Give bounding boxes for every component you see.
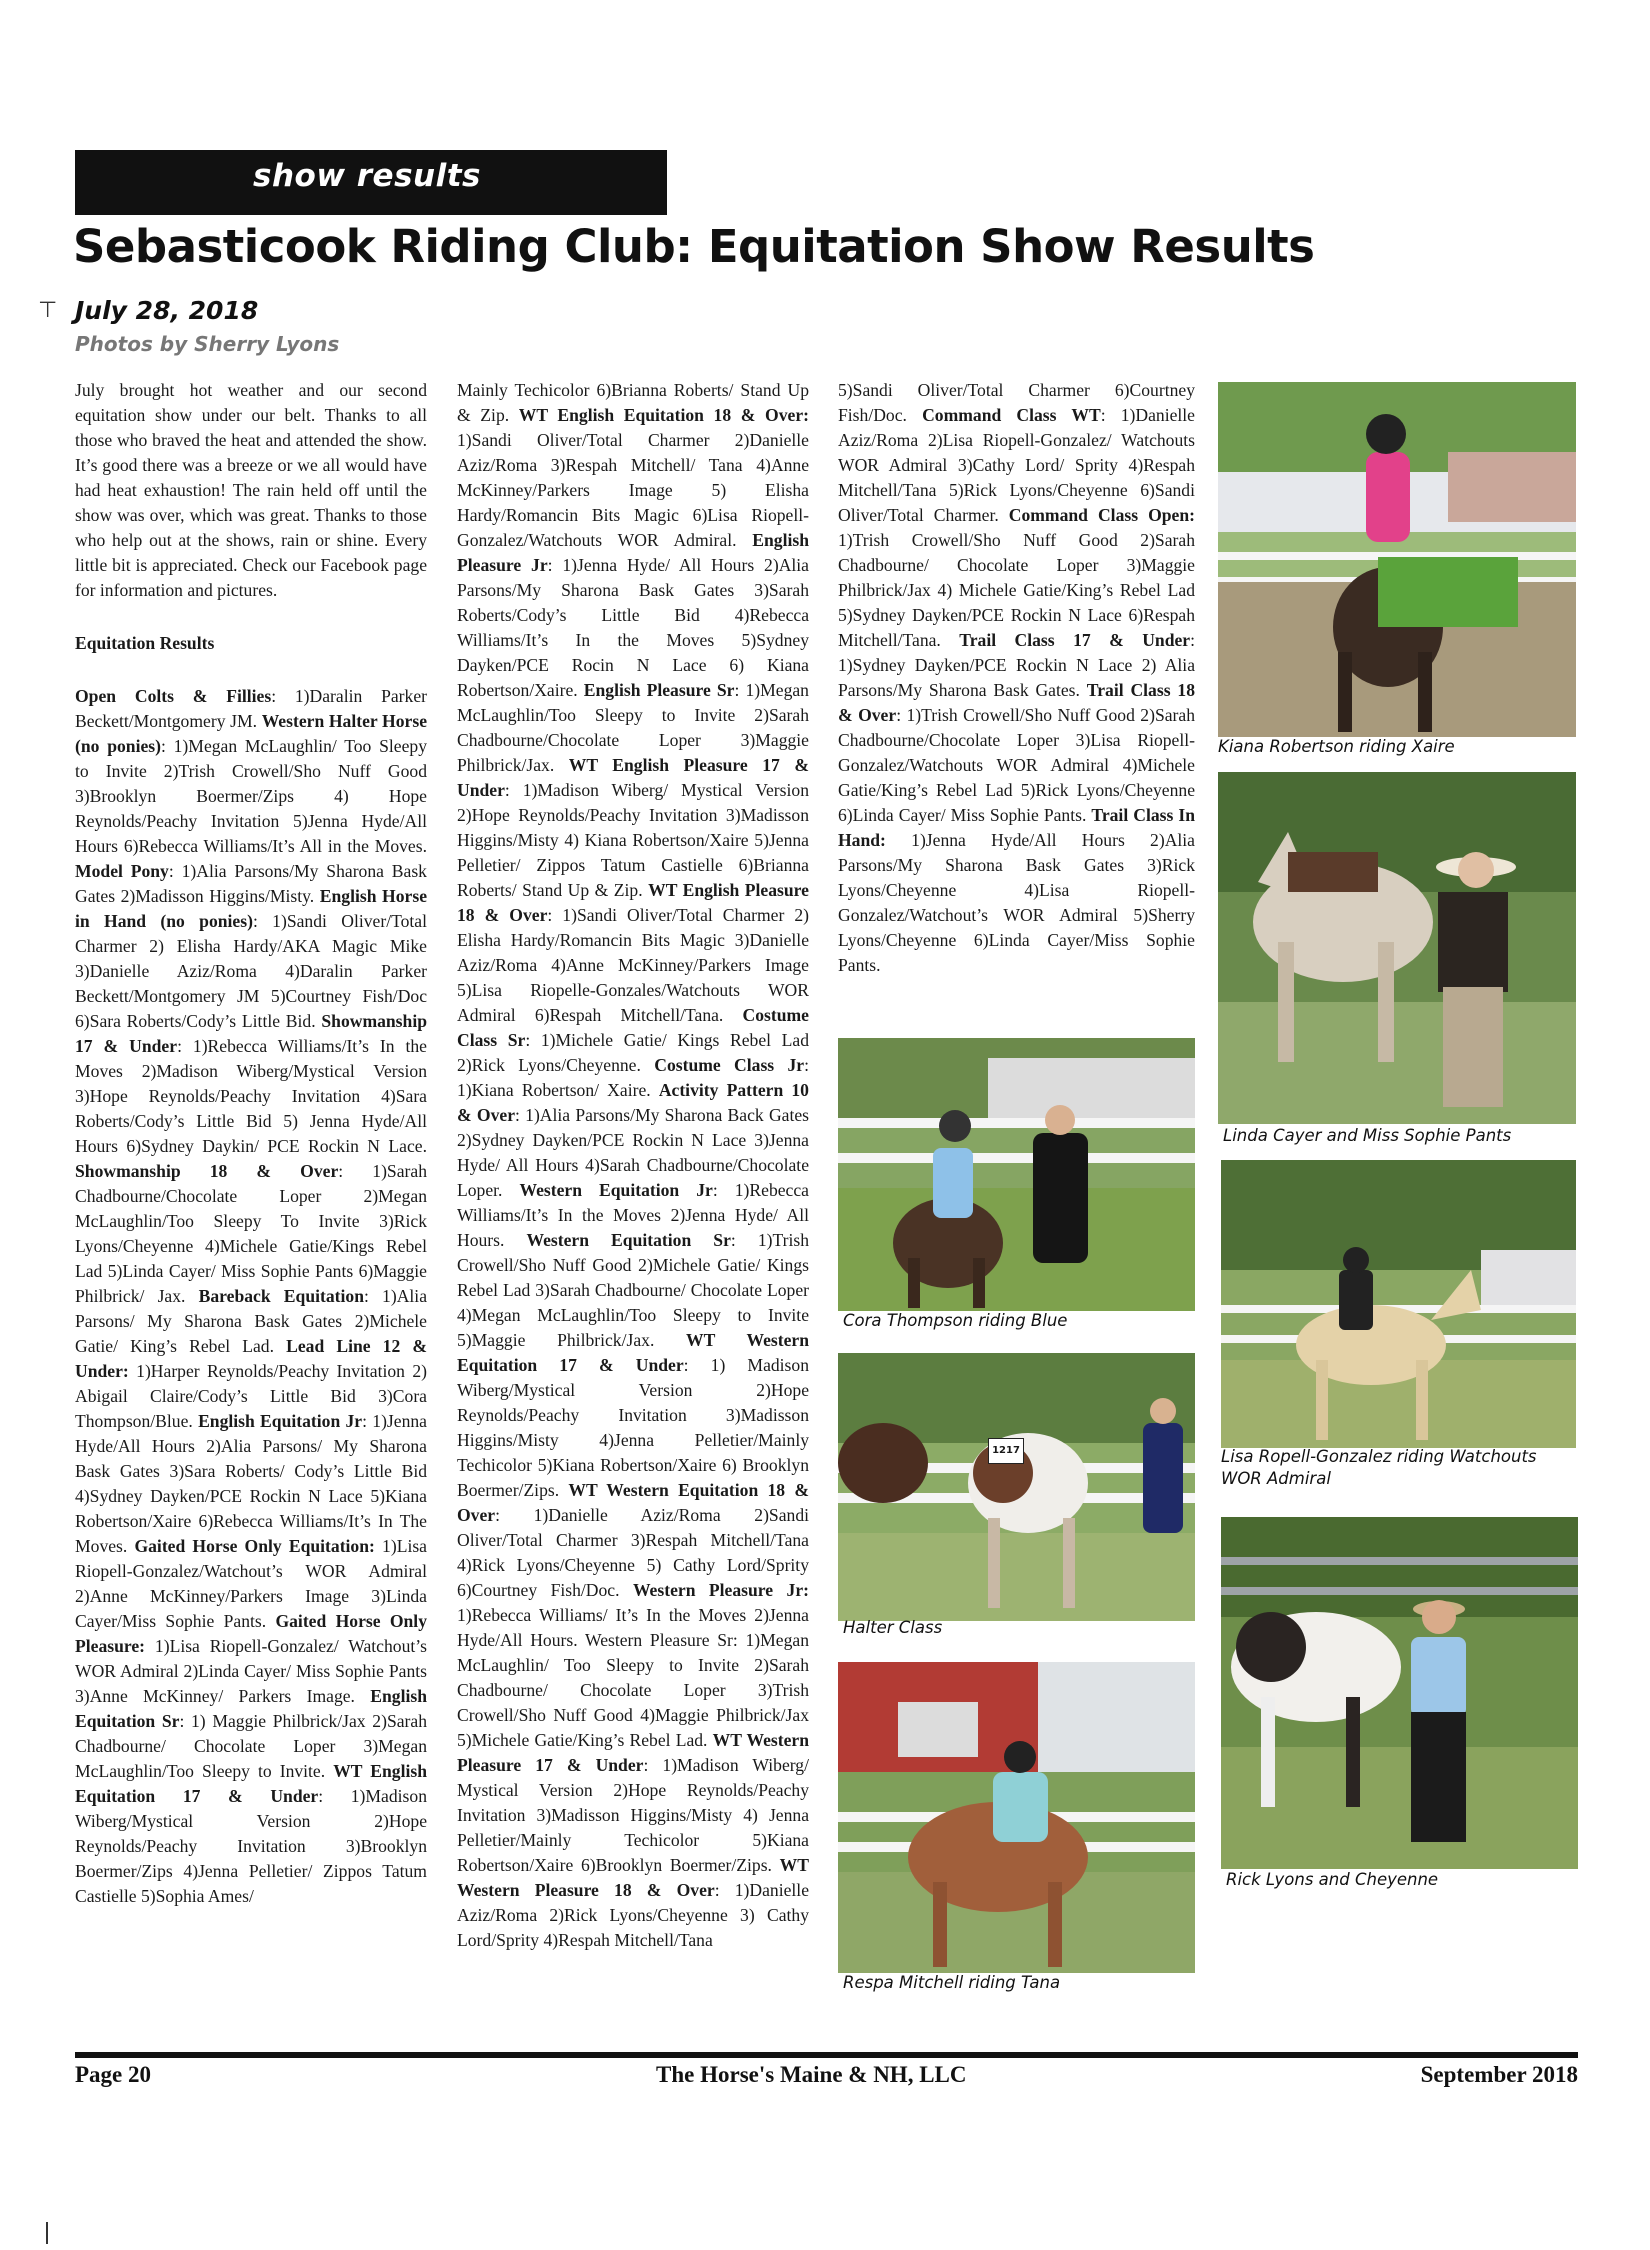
caption-halter: Halter Class — [843, 1618, 943, 1637]
class-placings: : 1)Sandi Oliver/Total Charmer 2) Elisha Hardy/Romancin Bits Magic 3)Danielle Aziz/Roma 4)Anne McKinney/Parkers Image 5)Lisa Riopelle-Gonzales/Watchouts WOR Admiral 6)Respah Mitchell/Tana. — [457, 905, 810, 1025]
class-placings: : 1)Madison Wiberg/ Mystical Version 2)Hope Reynolds/Peachy Invitation 3)Madisson Higgins/Misty 4) Jenna Pelletier/Mainly Techicolor 5)Kiana Robertson/Xaire 6)Brooklyn Boermer/Zips. — [457, 1755, 809, 1875]
class-name: Model Pony — [75, 861, 169, 881]
class-placings: : 1)Rebecca Williams/It’s In the Moves 2)Jenna Hyde/ All Hours. — [457, 1180, 809, 1250]
section-banner — [75, 150, 667, 215]
class-name: English Pleasure Jr — [457, 530, 809, 575]
issue-date: September 2018 — [1420, 2062, 1578, 2087]
class-name: Western Equitation Sr — [526, 1230, 731, 1250]
class-name: Activity Pattern 10 & Over — [457, 1080, 809, 1125]
class-placings: : 1)Michele Gatie/ Kings Rebel Lad 2)Rick Lyons/Cheyenne. — [457, 1030, 810, 1075]
class-placings: 1)Sandi Oliver/Total Charmer 2)Danielle Aziz/Roma 3)Respah Mitchell/ Tana 4)Anne McKinney/Parkers Image 5) Elisha Hardy/Romancin Bits Magic 6)Lisa Riopell-Gonzalez/Watchouts WOR Admiral. — [457, 430, 809, 550]
photo-lisa-watchouts — [1221, 1160, 1576, 1448]
class-placings: : 1)Megan McLaughlin/Too Sleepy to Invite 2)Sarah Chadbourne/Chocolate Loper 3)Maggie Philbrick/Jax. — [457, 680, 809, 775]
photo-halter-class — [838, 1353, 1195, 1621]
class-name: English Horse in Hand (no ponies) — [75, 886, 427, 931]
class-name: Costume Class Jr — [654, 1055, 805, 1075]
article-headline: Sebasticook Riding Club: Equitation Show Results — [73, 220, 1315, 273]
class-name: WT English Equitation 17 & Under — [75, 1761, 427, 1806]
class-placings: : 1) Madison Wiberg/Mystical Version 2)Hope Reynolds/Peachy Invitation 3)Madisson Higgins/Misty 4)Jenna Pelletier/Mainly Techicolor 5)Kiana Robertson/Xaire 6) Brooklyn Boermer/Zips. — [457, 1355, 810, 1500]
class-placings: : 1)Megan McLaughlin/ Too Sleepy to Invite 2)Trish Crowell/Sho Nuff Good 3)Brooklyn Boermer/Zips 4) Hope Reynolds/Peachy Invitation 5)Jenna Hyde/All Hours 6)Rebecca Williams/It’s All in the Moves. — [75, 736, 427, 856]
results-paragraph — [457, 378, 809, 1953]
photo-credit: Photos by Sherry Lyons — [75, 332, 340, 356]
footer-rule — [75, 2052, 1578, 2058]
class-name: Western Pleasure Jr: — [632, 1580, 809, 1600]
article-column-3 — [838, 378, 1195, 978]
caption-rick: Rick Lyons and Cheyenne — [1226, 1870, 1439, 1889]
class-placings: 1)Rebecca Williams/ It’s In the Moves 2)Jenna Hyde/All Hours. Western Pleasure Sr: 1)Megan McLaughlin/ Too Sleepy to Invite 2)Sarah Chadbourne/ Chocolate Loper 3)Trish Crowell/Sho Nuff Good 4)Maggie Philbrick/Jax 5)Michele Gatie/King’s Rebel Lad. — [457, 1605, 809, 1750]
intro-paragraph: July brought hot weather and our second equitation show under our belt. Thanks to all those who braved the heat and attended the show. It’s good there was a breeze or we all would have had heat exhaustion! The rain held off until the show was over, which was great. Thanks to those who help out at the shows, rain or shine. Every little bit is appreciated. Check our Facebook page for information and pictures. — [75, 380, 427, 600]
class-name: Showmanship 17 & Under — [75, 1011, 427, 1056]
class-placings: 1)Trish Crowell/Sho Nuff Good 2)Sarah Chadbourne/ Chocolate Loper 3)Maggie Philbrick/Jax 4) Michele Gatie/King’s Rebel Lad 5)Sydney Dayken/PCE Rockin N Lace 6)Respah Mitchell/Tana. — [838, 530, 1195, 650]
photo-rick-cheyenne — [1221, 1517, 1578, 1869]
halter-number-tag: 1217 — [988, 1438, 1024, 1464]
class-name: Trail Class In Hand: — [838, 805, 1195, 850]
caption-linda: Linda Cayer and Miss Sophie Pants — [1223, 1126, 1512, 1145]
class-placings: 1)Lisa Riopell-Gonzalez/Watchout’s WOR Admiral 2)Anne McKinney/Parkers Image 3)Linda Cayer/Miss Sophie Pants. — [75, 1536, 427, 1631]
results-paragraph — [75, 684, 427, 1909]
article-column-1 — [75, 378, 427, 1909]
class-name: Lead Line 12 & Under: — [75, 1336, 427, 1381]
article-column-2 — [457, 378, 809, 1953]
class-name: WT Western Equitation 17 & Under — [457, 1330, 809, 1375]
class-name: Western Equitation Jr — [519, 1180, 713, 1200]
photo-linda-miss-sophie — [1218, 772, 1576, 1124]
class-placings: : 1)Alia Parsons/ My Sharona Bask Gates 2)Michele Gatie/ King’s Rebel Lad. — [75, 1286, 427, 1356]
class-name: Costume Class Sr — [457, 1005, 809, 1050]
class-name: Trail Class 18 & Over — [838, 680, 1195, 725]
class-placings: : 1)Sydney Dayken/PCE Rockin N Lace 2) Alia Parsons/My Sharona Bask Gates. — [838, 630, 1195, 700]
results-heading: Equitation Results — [75, 633, 215, 653]
photo-respa-tana — [838, 1662, 1195, 1973]
publication-name: The Horse's Maine & NH, LLC — [656, 2062, 967, 2087]
class-name: WT English Pleasure 17 & Under — [457, 755, 809, 800]
class-placings: : 1)Jenna Hyde/All Hours 2)Alia Parsons/ My Sharona Bask Gates 3)Sara Roberts/ Cody’s Little Bid 4)Sydney Dayken/PCE Rockin N Lace 5)Kiana Robertson/Xaire 6)Rebecca Williams/It’s In The Moves. — [75, 1411, 427, 1556]
caption-kiana: Kiana Robertson riding Xaire — [1218, 737, 1455, 756]
class-name: WT Western Pleasure 17 & Under — [457, 1730, 809, 1775]
class-name: Gaited Horse Only Equitation: — [134, 1536, 375, 1556]
class-name: WT English Pleasure 18 & Over — [457, 880, 809, 925]
crop-mark-bottom — [46, 2222, 48, 2244]
caption-lisa: Lisa Ropell-Gonzalez riding Watchouts WOR Admiral — [1221, 1447, 1537, 1488]
class-placings: 1)Jenna Hyde/All Hours 2)Alia Parsons/My Sharona Bask Gates 3)Rick Lyons/Cheyenne 4)Lisa Riopell-Gonzalez/Watchout’s WOR Admiral 5)Sherry Lyons/Cheyenne 6)Linda Cayer/Miss Sophie Pants. — [838, 830, 1195, 975]
section-label: show results — [253, 158, 481, 194]
class-name: Command Class WT — [922, 405, 1101, 425]
article-date: July 28, 2018 — [75, 296, 259, 325]
class-placings: 5)Sandi Oliver/Total Charmer 6)Courtney Fish/Doc. — [838, 380, 1195, 425]
class-placings: : 1) Maggie Philbrick/Jax 2)Sarah Chadbourne/ Chocolate Loper 3)Megan McLaughlin/Too Sleepy to Invite. — [75, 1711, 427, 1781]
class-placings: : 1)Jenna Hyde/ All Hours 2)Alia Parsons/My Sharona Bask Gates 3)Sarah Roberts/Cody’s Little Bid 4)Rebecca Williams/It’s In the Moves 5)Sydney Dayken/PCE Rocin N Lace 6) Kiana Robertson/Xaire. — [457, 555, 809, 700]
class-placings: : 1)Madison Wiberg/ Mystical Version 2)Hope Reynolds/Peachy Invitation 3)Madisson Higgins/Misty 4) Kiana Robertson/Xaire 5)Jenna Pelletier/ Zippos Tatum Castielle 6)Brianna Roberts/ Stand Up & Zip. — [457, 780, 809, 900]
class-placings: : 1)Alia Parsons/My Sharona Back Gates 2)Sydney Dayken/PCE Rockin N Lace 3)Jenna Hyde/ All Hours 4)Sarah Chadbourne/Chocolate Loper. — [457, 1105, 810, 1200]
class-name: Bareback Equitation — [198, 1286, 364, 1306]
photo-kiana-xaire — [1218, 382, 1576, 737]
class-name: Trail Class 17 & Under — [959, 630, 1191, 650]
class-name: English Pleasure Sr — [583, 680, 735, 700]
class-name: Open Colts & Fillies — [75, 686, 272, 706]
class-placings: : 1)Daralin Parker Beckett/Montgomery JM. — [75, 686, 428, 731]
caption-respa: Respa Mitchell riding Tana — [843, 1973, 1061, 1992]
class-name: WT Western Equitation 18 & Over — [457, 1480, 809, 1525]
caption-cora: Cora Thompson riding Blue — [843, 1311, 1068, 1330]
class-name: Gaited Horse Only Pleasure: — [75, 1611, 427, 1656]
class-name: English Equitation Jr — [198, 1411, 363, 1431]
class-name: WT English Equitation 18 & Over: — [518, 405, 809, 425]
class-placings: : 1)Sarah Chadbourne/Chocolate Loper 2)Megan McLaughlin/Too Sleepy To Invite 3)Rick Lyons/Cheyenne 4)Michele Gatie/Kings Rebel Lad 5)Linda Cayer/ Miss Sophie Pants 6)Maggie Philbrick/ Jax. — [75, 1161, 427, 1306]
class-name: Command Class Open: — [1008, 505, 1195, 525]
results-paragraph — [838, 378, 1195, 978]
class-placings: : 1)Danielle Aziz/Roma 2)Rick Lyons/Cheyenne 3) Cathy Lord/Sprity 4)Respah Mitchell/Tana — [457, 1880, 809, 1950]
class-placings: : 1)Trish Crowell/Sho Nuff Good 2)Michele Gatie/ Kings Rebel Lad 3)Sarah Chadbourne/ Chocolate Loper 4)Megan McLaughlin/Too Sleepy to Invite 5)Maggie Philbrick/Jax. — [457, 1230, 810, 1350]
class-name: English Equitation Sr — [75, 1686, 427, 1731]
class-name: Showmanship 18 & Over — [75, 1161, 339, 1181]
class-placings: : 1)Rebecca Williams/It’s In the Moves 2)Madison Wiberg/Mystical Version 3)Hope Reynolds/Peachy Invitation 4)Sara Roberts/Cody’s Little Bid 5) Jenna Hyde/All Hours 6)Sydney Daykin/ PCE Rockin N Lace. — [75, 1036, 427, 1156]
photo-cora-blue — [838, 1038, 1195, 1311]
class-placings: : 1)Kiana Robertson/ Xaire. — [457, 1055, 809, 1100]
class-name: WT Western Pleasure 18 & Over — [457, 1855, 809, 1900]
class-placings: 1)Lisa Riopell-Gonzalez/ Watchout’s WOR Admiral 2)Linda Cayer/ Miss Sophie Pants 3)Anne McKinney/ Parkers Image. — [75, 1636, 427, 1706]
class-placings: : 1)Danielle Aziz/Roma 2)Sandi Oliver/Total Charmer 3)Respah Mitchell/Tana 4)Rick Lyons/Cheyenne 5) Cathy Lord/Sprity 6)Courtney Fish/Doc. — [457, 1505, 809, 1600]
class-name: Western Halter Horse (no ponies) — [75, 711, 427, 756]
class-placings: 1)Harper Reynolds/Peachy Invitation 2) Abigail Claire/Cody’s Little Bid 3)Cora Thompson/Blue. — [75, 1361, 427, 1431]
class-placings: : 1)Alia Parsons/My Sharona Bask Gates 2)Madisson Higgins/Misty. — [75, 861, 427, 906]
class-placings: : 1)Sandi Oliver/Total Charmer 2) Elisha Hardy/AKA Magic Mike 3)Danielle Aziz/Roma 4)Daralin Parker Beckett/Montgomery JM 5)Courtney Fish/Doc 6)Sara Roberts/Cody’s Little Bid. — [75, 911, 427, 1031]
crop-mark: ⊤ — [38, 298, 58, 323]
class-placings: : 1)Trish Crowell/Sho Nuff Good 2)Sarah Chadbourne/Chocolate Loper 3)Lisa Riopell-Gonzalez/Watchouts WOR Admiral 4)Michele Gatie/King’s Rebel Lad 5)Rick Lyons/Cheyenne 6)Linda Cayer/ Miss Sophie Pants. — [838, 705, 1196, 825]
class-placings: Mainly Techicolor 6)Brianna Roberts/ Stand Up & Zip. — [457, 380, 809, 425]
class-placings: : 1)Madison Wiberg/Mystical Version 2)Hope Reynolds/Peachy Invitation 3)Brooklyn Boermer/Zips 4)Jenna Pelletier/ Zippos Tatum Castielle 5)Sophia Ames/ — [75, 1786, 427, 1906]
page-number: Page 20 — [75, 2062, 152, 2087]
class-placings: : 1)Danielle Aziz/Roma 2)Lisa Riopell-Gonzalez/ Watchouts WOR Admiral 3)Cathy Lord/ Sprity 4)Respah Mitchell/Tana 5)Rick Lyons/Cheyenne 6)Sandi Oliver/Total Charmer. — [838, 405, 1195, 525]
